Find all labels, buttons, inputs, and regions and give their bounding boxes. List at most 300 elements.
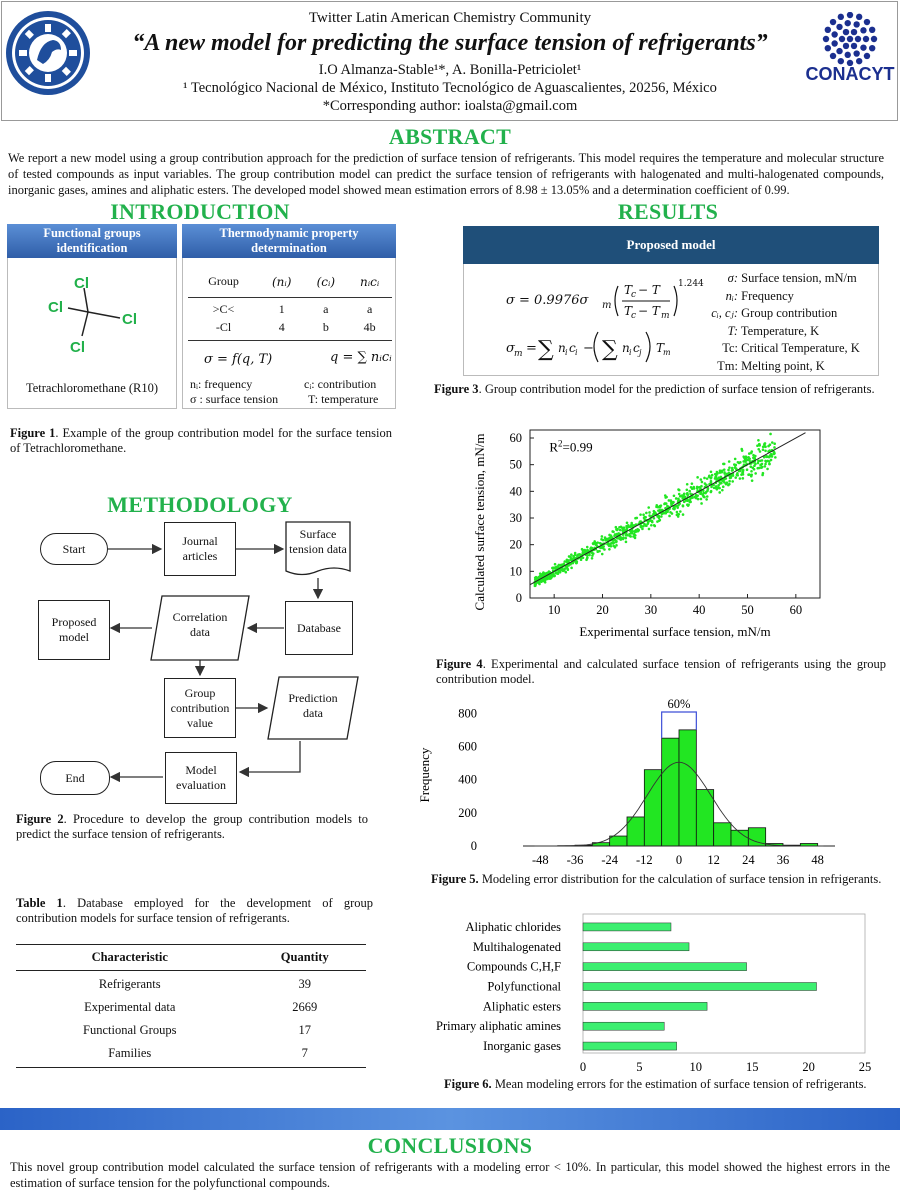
data-point <box>728 460 731 463</box>
data-point <box>666 510 669 513</box>
data-point <box>686 488 689 491</box>
data-point <box>757 462 760 465</box>
figure-3-text: . Group contribution model for the prediction of surface tension of refrigerants. <box>478 382 875 396</box>
data-point <box>742 460 745 463</box>
svg-text:m: m <box>514 349 523 359</box>
data-point <box>764 442 767 445</box>
cell-characteristic: Functional Groups <box>83 1023 177 1037</box>
data-point <box>742 473 745 476</box>
data-point <box>686 492 689 495</box>
figure-4-scatter-chart <box>468 418 838 648</box>
data-point <box>636 528 639 531</box>
error-bar <box>583 1002 707 1010</box>
data-point <box>619 529 622 532</box>
cell-group: -Cl <box>215 320 232 334</box>
data-point <box>648 514 651 517</box>
col-quantity: Quantity <box>280 950 329 964</box>
data-point <box>664 512 667 515</box>
cell-ci: a <box>323 302 329 316</box>
definition-symbol: nᵢ: <box>725 288 738 303</box>
svg-text:T: T <box>656 341 665 355</box>
data-point <box>700 502 703 505</box>
data-point <box>689 499 692 502</box>
data-point <box>764 449 767 452</box>
x-tick-label: 40 <box>692 603 706 617</box>
data-point <box>672 502 675 505</box>
data-point <box>601 553 604 556</box>
histogram-bar <box>714 823 731 846</box>
figure-5-label: Figure 5. <box>431 872 479 886</box>
data-point <box>651 521 654 524</box>
flow-end: End <box>40 761 110 795</box>
svg-text:i: i <box>575 348 578 357</box>
definition-text: Surface tension, mN/m <box>741 271 857 285</box>
data-point <box>693 487 696 490</box>
y-tick-label: 50 <box>509 457 522 472</box>
corresponding-author: *Corresponding author: ioalsta@gmail.com <box>322 98 578 114</box>
error-bar <box>583 1022 664 1030</box>
category-label: Aliphatic chlorides <box>465 919 561 934</box>
data-point <box>642 513 645 516</box>
data-point <box>625 541 628 544</box>
svg-text:n: n <box>558 341 566 355</box>
logo-dot <box>843 29 849 35</box>
svg-text:−: − <box>583 341 594 356</box>
data-point <box>731 480 734 483</box>
data-point <box>758 444 761 447</box>
data-point <box>704 492 707 495</box>
cell-quantity: 2669 <box>292 1000 318 1014</box>
figure-5-text: Modeling error distribution for the calculation of surface tension in refrigerants. <box>478 872 882 886</box>
data-point <box>734 464 737 467</box>
data-point <box>752 457 755 460</box>
data-point <box>717 484 720 487</box>
flow-start: Start <box>40 533 108 565</box>
data-point <box>580 558 583 561</box>
data-point <box>592 552 595 555</box>
x-tick-label: 5 <box>636 1060 643 1074</box>
x-tick-label: -48 <box>531 853 549 867</box>
data-point <box>750 475 753 478</box>
cell-quantity: 17 <box>298 1023 311 1037</box>
data-point <box>588 554 591 557</box>
data-point <box>645 524 648 527</box>
x-tick-label: -12 <box>635 853 653 867</box>
data-point <box>718 487 721 490</box>
definition-row <box>704 305 874 323</box>
logo-dot <box>836 48 842 54</box>
data-point <box>677 515 680 518</box>
data-point <box>602 539 605 542</box>
table-row <box>16 1042 366 1068</box>
svg-text:T: T <box>624 304 633 318</box>
y-tick-label: 600 <box>458 739 477 754</box>
table-row <box>16 1019 366 1042</box>
cell-nici: 4b <box>363 320 376 334</box>
data-point <box>752 467 755 470</box>
data-point <box>564 567 567 570</box>
data-point <box>761 474 764 477</box>
data-point <box>610 542 613 545</box>
data-point <box>750 450 753 453</box>
model-header <box>463 226 879 264</box>
data-point <box>696 476 699 479</box>
svg-text:m: m <box>661 311 670 321</box>
data-point <box>636 517 639 520</box>
data-point <box>747 459 750 462</box>
data-point <box>706 489 709 492</box>
data-point <box>716 478 719 481</box>
logo-dot <box>825 27 831 33</box>
table-1-text: . Database employed for the development of group contribution models for surface tension of refrigerants. <box>16 896 373 925</box>
x-tick-label: 0 <box>579 1060 587 1074</box>
data-point <box>705 498 708 501</box>
data-point <box>676 506 679 509</box>
definition-symbol: Tc: <box>722 341 738 355</box>
histogram-bar <box>610 836 627 846</box>
cell-group: >C< <box>212 302 235 316</box>
data-point <box>640 524 643 527</box>
data-point <box>716 472 719 475</box>
data-point <box>619 537 622 540</box>
figure-6-label: Figure 6. <box>444 1077 492 1091</box>
svg-text:m: m <box>663 348 671 357</box>
data-point <box>706 477 709 480</box>
col-characteristic: Characteristic <box>91 950 168 964</box>
legend-ci: cᵢ: contribution <box>304 377 377 391</box>
logo-dot <box>863 36 869 42</box>
figure-5-caption <box>431 872 887 887</box>
x-tick-label: 0 <box>675 853 683 867</box>
data-point <box>754 472 757 475</box>
data-point <box>739 469 742 472</box>
conclusions-text: This novel group contribution model calculated the surface tension of refrigerants with a modeling error < 10%. In particular, this model showed the highest errors in the estimation of surface tension for the polyfunctional compounds. <box>10 1160 890 1190</box>
svg-text:n: n <box>622 341 630 355</box>
data-point <box>648 511 651 514</box>
data-point <box>736 474 739 477</box>
data-point <box>643 516 646 519</box>
data-point <box>688 490 691 493</box>
data-point <box>762 446 765 449</box>
data-point <box>716 488 719 491</box>
ni-col-head: (nᵢ) <box>271 274 292 289</box>
community-name: Twitter Latin American Chemistry Community <box>308 10 592 26</box>
data-point <box>757 439 760 442</box>
data-point <box>623 529 626 532</box>
data-point <box>767 445 770 448</box>
cell-ni: 4 <box>278 320 285 334</box>
r-squared-label: $R^2=0.99$ <box>549 438 593 455</box>
table-1-label: Table 1 <box>16 896 63 910</box>
y-tick-label: 20 <box>509 537 522 552</box>
data-point <box>684 496 687 499</box>
category-label: Aliphatic esters <box>482 999 561 1014</box>
data-point <box>710 491 713 494</box>
data-point <box>690 497 693 500</box>
data-point <box>739 477 742 480</box>
data-point <box>602 547 605 550</box>
figure-1-text: . Example of the group contribution model for the surface tension of Tetrachloromethane. <box>10 426 392 455</box>
data-point <box>596 541 599 544</box>
data-point <box>627 524 630 527</box>
data-point <box>761 459 764 462</box>
data-point <box>678 493 681 496</box>
data-point <box>672 507 675 510</box>
data-point <box>728 483 731 486</box>
definition-symbol: cᵢ, cⱼ: <box>711 306 738 320</box>
y-tick-label: 200 <box>458 805 477 820</box>
x-tick-label: -24 <box>601 853 619 867</box>
logo-dot <box>860 44 866 50</box>
data-point <box>596 550 599 553</box>
data-point <box>773 452 776 455</box>
data-point <box>590 546 593 549</box>
data-point <box>642 525 645 528</box>
data-point <box>722 463 725 466</box>
data-point <box>700 478 703 481</box>
data-point <box>731 469 734 472</box>
svg-text:∑: ∑ <box>602 337 618 362</box>
data-point <box>566 561 569 564</box>
ci-col-head: (cᵢ) <box>316 274 336 289</box>
q-equation: q = ∑ nᵢcᵢ <box>330 350 392 365</box>
figure-2-text: . Procedure to develop the group contribution models to predict the surface tension of refrigerants. <box>16 812 368 841</box>
conclusions-title: CONCLUSIONS <box>367 1133 533 1158</box>
data-point <box>567 568 570 571</box>
flow-prediction-label: Prediction data <box>288 691 338 720</box>
data-point <box>641 528 644 531</box>
svg-text:i: i <box>565 348 568 357</box>
data-point <box>718 491 721 494</box>
data-point <box>696 487 699 490</box>
data-point <box>747 473 750 476</box>
category-label: Polyfunctional <box>487 979 561 994</box>
svg-text:∑: ∑ <box>538 337 554 362</box>
data-point <box>746 468 749 471</box>
eq2-lhs: σ <box>506 341 515 356</box>
y-tick-label: 10 <box>509 564 522 579</box>
x-tick-label: 30 <box>644 603 658 617</box>
data-point <box>564 571 567 574</box>
data-point <box>542 571 545 574</box>
data-point <box>586 546 589 549</box>
error-bar <box>583 983 816 991</box>
logo-dot <box>855 36 861 42</box>
data-point <box>607 544 610 547</box>
data-point <box>628 535 631 538</box>
x-tick-label: 25 <box>858 1060 872 1074</box>
flow-model-evaluation: Model evaluation <box>165 752 237 804</box>
logo-dot <box>825 45 831 51</box>
data-point <box>670 499 673 502</box>
data-point <box>640 520 643 523</box>
cell-nici: a <box>366 302 373 316</box>
data-point <box>658 519 661 522</box>
figure-4-label: Figure 4 <box>436 657 483 671</box>
data-point <box>766 468 769 471</box>
category-label: Inorganic gases <box>483 1039 561 1054</box>
model-definitions <box>704 270 874 375</box>
logo-dot <box>839 36 845 42</box>
cell-characteristic: Refrigerants <box>98 977 161 991</box>
data-point <box>682 513 685 516</box>
data-point <box>711 474 714 477</box>
data-point <box>546 578 549 581</box>
data-point <box>726 481 729 484</box>
data-point <box>586 557 589 560</box>
category-label: Multihalogenated <box>472 939 561 954</box>
data-point <box>612 530 615 533</box>
cell-quantity: 7 <box>301 1046 308 1060</box>
database-table <box>16 944 366 1068</box>
data-point <box>754 463 757 466</box>
logo-dot <box>856 14 862 20</box>
data-point <box>757 448 760 451</box>
logo-dot <box>838 14 844 20</box>
data-point <box>728 480 731 483</box>
data-point <box>676 511 679 514</box>
data-point <box>723 471 726 474</box>
data-point <box>570 567 573 570</box>
x-tick-label: 15 <box>745 1060 759 1074</box>
data-point <box>703 496 706 499</box>
methodology-title: METHODOLOGY <box>107 492 293 517</box>
data-point <box>608 534 611 537</box>
figure-6-bar-chart <box>430 906 880 1076</box>
results-title: RESULTS <box>617 199 719 224</box>
data-point <box>606 538 609 541</box>
svg-text:c: c <box>631 311 637 321</box>
data-point <box>591 557 594 560</box>
data-point <box>764 460 767 463</box>
data-point <box>594 541 597 544</box>
data-point <box>546 572 549 575</box>
data-point <box>612 545 615 548</box>
x-tick-label: 36 <box>776 853 790 867</box>
data-point <box>626 527 629 530</box>
definition-text: Frequency <box>741 288 794 303</box>
sigma-equation: σ = f(q, T) <box>204 352 273 367</box>
cell-characteristic: Families <box>108 1046 152 1060</box>
data-point <box>710 480 713 483</box>
data-point <box>764 463 767 466</box>
molecule-name: Tetrachloromethane (R10) <box>25 381 159 395</box>
data-point <box>560 563 563 566</box>
plot-frame <box>530 430 820 598</box>
nici-col-head: nᵢcᵢ <box>359 274 380 289</box>
functional-groups-header: Functional groups identification <box>7 224 177 258</box>
poster-title: “A new model for predicting the surface tension of refrigerants” <box>132 30 768 56</box>
data-point <box>730 476 733 479</box>
data-point <box>655 504 658 507</box>
definition-row <box>704 288 874 306</box>
y-tick-label: 40 <box>509 484 522 499</box>
data-point <box>647 506 650 509</box>
data-point <box>769 433 772 436</box>
data-point <box>768 462 771 465</box>
data-point <box>751 479 754 482</box>
figure-3-label: Figure 3 <box>434 382 479 396</box>
x-tick-label: 10 <box>547 603 561 617</box>
definition-symbol: σ: <box>727 271 738 285</box>
figure-2-label: Figure 2 <box>16 812 64 826</box>
figure-2-caption <box>16 812 368 842</box>
data-point <box>648 528 651 531</box>
svg-text:− T: − T <box>638 304 660 318</box>
table-row <box>16 996 366 1019</box>
data-point <box>679 510 682 513</box>
flow-database: Database <box>285 601 353 655</box>
svg-text:c: c <box>569 341 576 355</box>
data-point <box>542 574 545 577</box>
data-point <box>572 562 575 565</box>
x-axis-label: Experimental surface tension, mN/m <box>579 624 771 639</box>
data-point <box>554 563 557 566</box>
data-point <box>582 551 585 554</box>
data-point <box>677 513 680 516</box>
logo-dot <box>845 52 851 58</box>
svg-text:T: T <box>624 283 633 297</box>
logo-dot <box>860 27 866 33</box>
category-label: Primary aliphatic amines <box>436 1019 561 1034</box>
eq1-lhs: σ = 0.9976σ <box>506 293 589 308</box>
histogram-bar <box>696 790 713 846</box>
data-point <box>632 535 635 538</box>
data-point <box>608 548 611 551</box>
definition-symbol: Tm: <box>717 358 738 373</box>
data-point <box>645 512 648 515</box>
legend-ni: nᵢ: frequency <box>190 377 253 391</box>
logo-dot <box>830 19 836 25</box>
table-1-caption <box>16 896 373 926</box>
data-point <box>770 459 773 462</box>
logo-dot <box>836 24 842 30</box>
data-point <box>689 492 692 495</box>
y-tick-label: 0 <box>515 591 522 605</box>
data-point <box>706 495 709 498</box>
svg-text:c: c <box>631 290 637 300</box>
error-bar <box>583 963 747 971</box>
data-point <box>657 515 660 518</box>
model-equations <box>500 272 710 370</box>
histogram-bar <box>662 738 679 846</box>
data-point <box>633 533 636 536</box>
logo-dot <box>851 29 857 35</box>
data-point <box>742 477 745 480</box>
logo-dot <box>853 21 859 27</box>
svg-text:j: j <box>639 348 642 357</box>
data-point <box>601 535 604 538</box>
data-point <box>750 470 753 473</box>
data-point <box>700 485 703 488</box>
figure-5-histogram <box>415 690 855 870</box>
data-point <box>671 512 674 515</box>
data-point <box>679 495 682 498</box>
data-point <box>745 455 748 458</box>
flow-proposed-model: Proposed model <box>38 600 110 660</box>
legend-sigma: σ : surface tension <box>190 392 279 406</box>
figure-3-caption <box>434 382 890 397</box>
atom-cl-left: Cl <box>48 299 63 316</box>
introduction-title: INTRODUCTION <box>110 199 290 224</box>
database-table-header <box>16 945 366 971</box>
data-point <box>586 549 589 552</box>
data-point <box>722 485 725 488</box>
definition-text: Group contribution <box>741 306 838 320</box>
svg-text:m: m <box>602 300 612 311</box>
x-tick-label: -36 <box>566 853 584 867</box>
data-point <box>634 530 637 533</box>
